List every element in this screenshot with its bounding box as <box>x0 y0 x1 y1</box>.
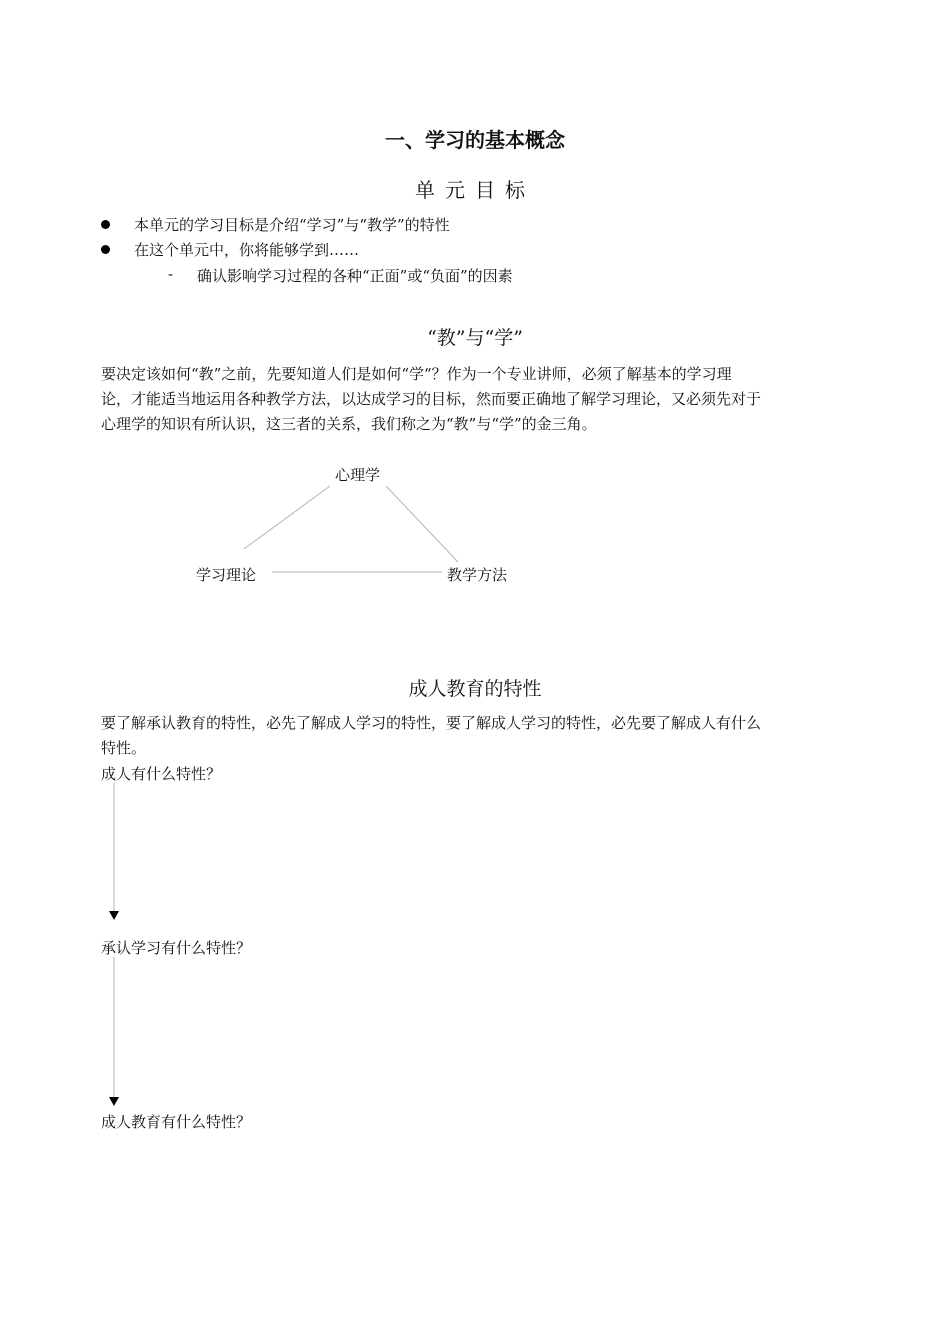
teach-learn-heading: “教”与“学” <box>427 327 523 349</box>
bullet-item-1: 本单元的学习目标是介绍“学习”与“教学”的特性 <box>134 216 450 234</box>
sub-item: 确认影响学习过程的各种“正面”或“负面”的因素 <box>197 267 513 285</box>
document-title: 一、学习的基本概念 <box>385 128 565 152</box>
triangle-edge-left <box>244 486 330 549</box>
adult-education-heading: 成人教育的特性 <box>408 678 542 700</box>
arrow-down-icon <box>109 1097 119 1106</box>
flow-step-1: 成人有什么特性？ <box>101 765 222 783</box>
triangle-edge-right <box>386 486 458 562</box>
sub-item-marker: - <box>168 265 174 283</box>
flow-step-2: 承认学习有什么特性？ <box>101 939 252 957</box>
paragraph-line: 要了解承认教育的特性，必先了解成人学习的特性，要了解成人学习的特性，必先要了解成人有什么 <box>101 714 762 732</box>
bullet-item-2: 在这个单元中，你将能够学到…… <box>134 241 360 259</box>
adult-education-paragraph <box>101 711 853 761</box>
paragraph-line: 特性。 <box>101 739 147 757</box>
paragraph-line: 要决定该如何“教”之前，先要知道人们是如何“学“？作为一个专业讲师，必须了解基本的学习理 <box>101 365 732 383</box>
paragraph-line: 心理学的知识有所认识，这三者的关系，我们称之为“教”与“学”的金三角。 <box>101 415 597 433</box>
flow-step-3: 成人教育有什么特性？ <box>101 1113 252 1131</box>
paragraph-line: 论，才能适当地运用各种教学方法，以达成学习的目标，然而要正确地了解学习理论，又必须先对于 <box>101 390 762 408</box>
unit-goals-heading: 单元目标 <box>415 178 535 202</box>
triangle-node-top: 心理学 <box>335 466 381 484</box>
triangle-node-left: 学习理论 <box>196 566 257 584</box>
arrow-down-icon <box>109 911 119 920</box>
triangle-node-right: 教学方法 <box>447 566 508 584</box>
